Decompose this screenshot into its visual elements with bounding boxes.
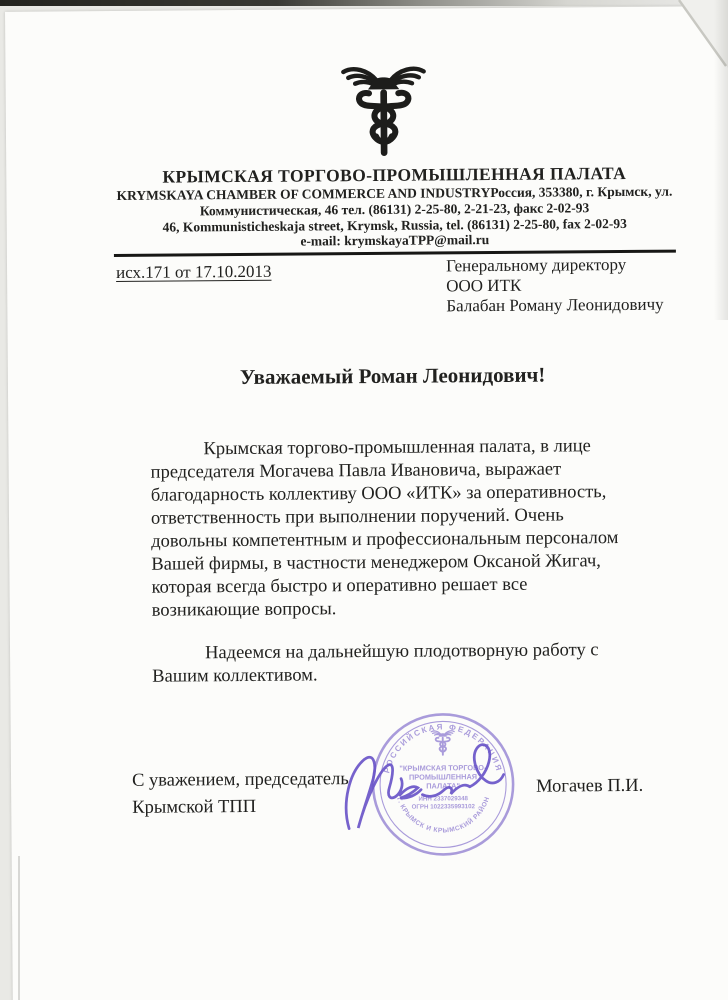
salutation: Уважаемый Роман Леонидович! — [239, 362, 546, 390]
signature — [331, 714, 526, 843]
stamp-ring-top-text: РОССИЙСКАЯ ФЕДЕРАЦИЯ — [382, 722, 504, 775]
stamp-ring-bottom-text: Г. КРЫМСК И КРЫМСКИЙ РАЙОН — [395, 795, 492, 835]
stamp-ogrn: ОГРН 1022335993102 — [411, 803, 475, 811]
caduceus-icon — [330, 63, 437, 162]
outgoing-reference: исх.171 от 17.10.2013 — [115, 261, 272, 282]
body-paragraph-1: Крымская торгово-промышленная палата, в лице председателя Могачева Павла Ивановича, выражает благодарность коллективу ООО «ИТК» за оперативность, ответственность при выполнении поручений. Очень довольны компетентным и профессиональным персоналом Вашей фирмы, в частности менеджером Оксаной Жигач, которая всегда быстро и оперативно решает все возникающие вопросы. — [150, 436, 619, 621]
signer-name: Могачев П.И. — [536, 775, 644, 797]
stamp-center-line1: "КРЫМСКАЯ ТОРГОВО- — [399, 763, 487, 773]
stamp-center-line3: ПАЛАТА" — [426, 781, 461, 791]
body-paragraph-2: Надеемся на дальнейшую плодотворную работу с Вашим коллективом. — [152, 640, 599, 687]
left-edge-line — [18, 856, 20, 1000]
stamp-inn: ИНН 2337029348 — [418, 795, 468, 803]
letter-page — [5, 6, 728, 1000]
closing-lines: С уважением, председатель Крымской ТПП — [131, 769, 349, 818]
org-address-contacts: KRYMSKAYA CHAMBER OF COMMERCE AND INDUSTRYРоссия, 353380, г. Крымск, ул. Коммунистическая, 46 тел. (86131) 2-25-80, 2-21-23, факс 2-02-93 46, Kommunisticheskaja street, Krymsk, Russia, tel. (86131) 2-25-80, fax 2-02-93 e-mail: krymskayaTPP@mail.ru — [116, 183, 673, 249]
recipient-block: Генеральному директору ООО ИТК Балабан Роману Леонидовичу — [445, 254, 664, 316]
org-name: КРЫМСКАЯ ТОРГОВО-ПРОМЫШЛЕННАЯ ПАЛАТА — [162, 162, 627, 187]
right-edge-shadow — [714, 0, 728, 320]
stamp-center-line2: ПРОМЫШЛЕННАЯ — [408, 772, 478, 782]
